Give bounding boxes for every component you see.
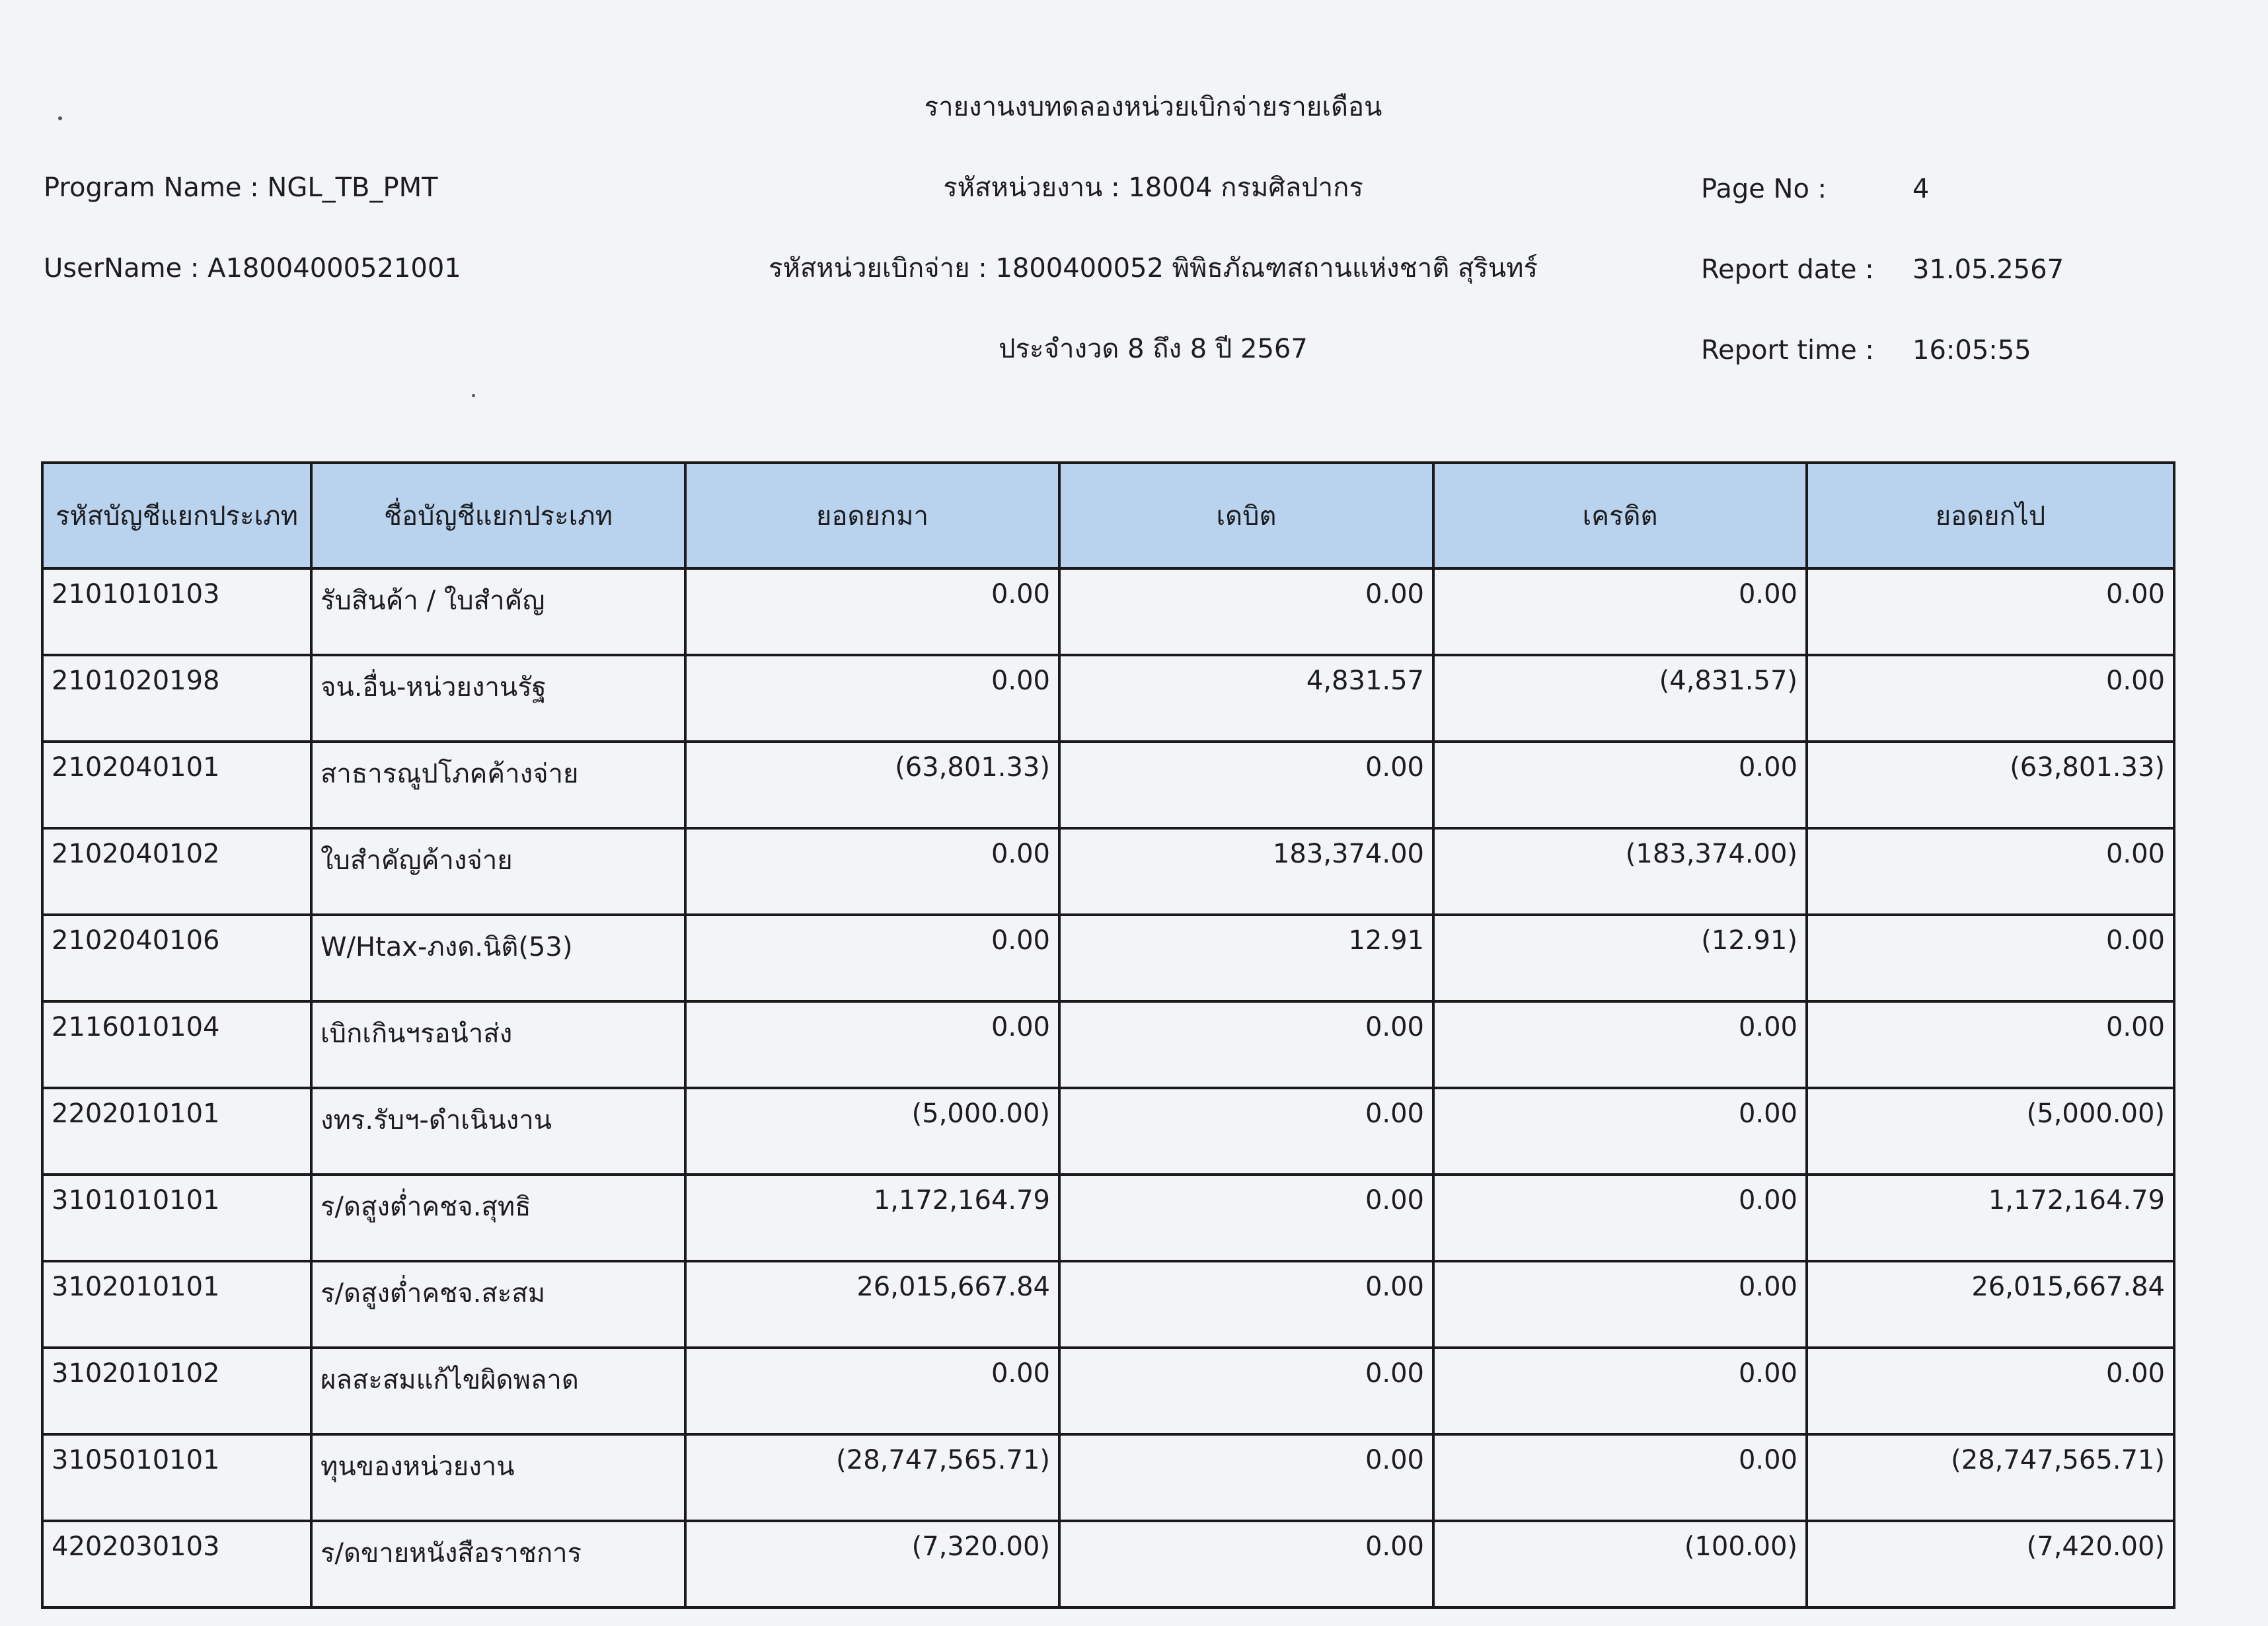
debit-cell: 0.00	[1059, 742, 1433, 828]
opening-balance-cell: (63,801.33)	[685, 742, 1059, 828]
header-account-code: รหัสบัญชีแยกประเภท	[42, 463, 311, 568]
credit-cell: (4,831.57)	[1433, 655, 1807, 742]
table-row	[42, 1088, 2174, 1175]
account-name-cell: ร/ดขายหนังสือราชการ	[311, 1521, 685, 1607]
credit-cell: 0.00	[1433, 1175, 1807, 1261]
header-account-name: ชื่อบัญชีแยกประเภท	[311, 463, 685, 568]
table-row	[42, 1348, 2174, 1434]
account-code-cell: 4202030103	[42, 1521, 311, 1607]
username-label: UserName :	[44, 253, 200, 284]
table-row	[42, 655, 2174, 742]
table-row	[42, 568, 2174, 655]
account-code-cell: 2202010101	[42, 1088, 311, 1175]
report-date-label: Report date :	[1701, 254, 1874, 285]
credit-cell: (100.00)	[1433, 1521, 1807, 1607]
program-name-row	[44, 174, 438, 201]
page-no-value: 4	[1912, 174, 1930, 204]
credit-cell: 0.00	[1433, 1261, 1807, 1348]
debit-cell: 4,831.57	[1059, 655, 1433, 742]
opening-balance-cell: 26,015,667.84	[685, 1261, 1059, 1348]
opening-balance-cell: (7,320.00)	[685, 1521, 1059, 1607]
agency-row	[943, 174, 1363, 201]
debit-cell: 0.00	[1059, 568, 1433, 655]
account-code-cell: 2101010103	[42, 568, 311, 655]
opening-balance-cell: 0.00	[685, 1001, 1059, 1088]
program-name-value: NGL_TB_PMT	[267, 173, 438, 203]
disbursing-unit-value: 1800400052 พิพิธภัณฑสถานแห่งชาติ สุรินทร์	[995, 253, 1538, 284]
opening-balance-cell: 0.00	[685, 655, 1059, 742]
agency-label: รหัสหน่วยงาน :	[943, 173, 1120, 203]
username-value: A18004000521001	[208, 253, 461, 284]
closing-balance-cell: 0.00	[1807, 568, 2174, 655]
account-name-cell: งทร.รับฯ-ดำเนินงาน	[311, 1088, 685, 1175]
opening-balance-cell: (5,000.00)	[685, 1088, 1059, 1175]
account-code-cell: 3102010101	[42, 1261, 311, 1348]
account-code-cell: 3105010101	[42, 1434, 311, 1521]
agency-value: 18004 กรมศิลปากร	[1128, 173, 1363, 203]
account-name-cell: รับสินค้า / ใบสำคัญ	[311, 568, 685, 655]
header-credit: เครดิต	[1433, 463, 1807, 568]
debit-cell: 0.00	[1059, 1434, 1433, 1521]
account-name-cell: เบิกเกินฯรอนำส่ง	[311, 1001, 685, 1088]
debit-cell: 0.00	[1059, 1521, 1433, 1607]
table-header-row	[42, 463, 2174, 568]
account-code-cell: 2102040106	[42, 915, 311, 1001]
closing-balance-cell: 0.00	[1807, 655, 2174, 742]
table-row	[42, 915, 2174, 1001]
report-time-value: 16:05:55	[1912, 335, 2031, 366]
account-name-cell: ผลสะสมแก้ไขผิดพลาด	[311, 1348, 685, 1434]
account-name-cell: W/Htax-ภงด.นิติ(53)	[311, 915, 685, 1001]
account-name-cell: ใบสำคัญค้างจ่าย	[311, 828, 685, 915]
closing-balance-cell: 26,015,667.84	[1807, 1261, 2174, 1348]
table-row	[42, 1175, 2174, 1261]
debit-cell: 0.00	[1059, 1348, 1433, 1434]
username-row	[44, 255, 461, 282]
trial-balance-table-wrap	[41, 461, 2173, 1609]
table-row	[42, 742, 2174, 828]
account-code-cell: 3102010102	[42, 1348, 311, 1434]
table-row	[42, 1521, 2174, 1607]
table-row	[42, 1001, 2174, 1088]
closing-balance-cell: 1,172,164.79	[1807, 1175, 2174, 1261]
disbursing-unit-label: รหัสหน่วยเบิกจ่าย :	[769, 253, 987, 284]
opening-balance-cell: 0.00	[685, 828, 1059, 915]
debit-cell: 12.91	[1059, 915, 1433, 1001]
closing-balance-cell: (63,801.33)	[1807, 742, 2174, 828]
page-no-label: Page No :	[1701, 174, 1827, 204]
account-code-cell: 2102040101	[42, 742, 311, 828]
credit-cell: 0.00	[1433, 1088, 1807, 1175]
credit-cell: 0.00	[1433, 1434, 1807, 1521]
report-date-value: 31.05.2567	[1912, 254, 2064, 285]
header-closing-balance: ยอดยกไป	[1807, 463, 2174, 568]
scan-speck	[58, 116, 62, 120]
account-name-cell: ทุนของหน่วยงาน	[311, 1434, 685, 1521]
account-name-cell: สาธารณูปโภคค้างจ่าย	[311, 742, 685, 828]
opening-balance-cell: (28,747,565.71)	[685, 1434, 1059, 1521]
table-row	[42, 1434, 2174, 1521]
closing-balance-cell: (28,747,565.71)	[1807, 1434, 2174, 1521]
credit-cell: (183,374.00)	[1433, 828, 1807, 915]
account-code-cell: 2102040102	[42, 828, 311, 915]
opening-balance-cell: 0.00	[685, 568, 1059, 655]
opening-balance-cell: 0.00	[685, 1348, 1059, 1434]
debit-cell: 183,374.00	[1059, 828, 1433, 915]
opening-balance-cell: 0.00	[685, 915, 1059, 1001]
account-name-cell: ร/ดสูงต่ำคชจ.สะสม	[311, 1261, 685, 1348]
program-name-label: Program Name :	[44, 173, 259, 203]
trial-balance-table	[41, 461, 2175, 1609]
debit-cell: 0.00	[1059, 1001, 1433, 1088]
credit-cell: 0.00	[1433, 568, 1807, 655]
credit-cell: 0.00	[1433, 1001, 1807, 1088]
report-title: รายงานงบทดลองหน่วยเบิกจ่ายรายเดือน	[924, 92, 1382, 122]
disbursing-unit-row	[769, 255, 1538, 282]
opening-balance-cell: 1,172,164.79	[685, 1175, 1059, 1261]
period-text: ประจำงวด 8 ถึง 8 ปี 2567	[999, 334, 1308, 364]
closing-balance-cell: 0.00	[1807, 1001, 2174, 1088]
account-code-cell: 2101020198	[42, 655, 311, 742]
table-row	[42, 828, 2174, 915]
header-opening-balance: ยอดยกมา	[685, 463, 1059, 568]
credit-cell: 0.00	[1433, 742, 1807, 828]
account-name-cell: ร/ดสูงต่ำคชจ.สุทธิ	[311, 1175, 685, 1261]
closing-balance-cell: 0.00	[1807, 915, 2174, 1001]
closing-balance-cell: 0.00	[1807, 828, 2174, 915]
debit-cell: 0.00	[1059, 1261, 1433, 1348]
account-code-cell: 3101010101	[42, 1175, 311, 1261]
closing-balance-cell: (5,000.00)	[1807, 1088, 2174, 1175]
debit-cell: 0.00	[1059, 1175, 1433, 1261]
header-debit: เดบิต	[1059, 463, 1433, 568]
table-row	[42, 1261, 2174, 1348]
credit-cell: (12.91)	[1433, 915, 1807, 1001]
closing-balance-cell: 0.00	[1807, 1348, 2174, 1434]
scan-speck	[472, 394, 475, 397]
credit-cell: 0.00	[1433, 1348, 1807, 1434]
account-name-cell: จน.อื่น-หน่วยงานรัฐ	[311, 655, 685, 742]
debit-cell: 0.00	[1059, 1088, 1433, 1175]
account-code-cell: 2116010104	[42, 1001, 311, 1088]
closing-balance-cell: (7,420.00)	[1807, 1521, 2174, 1607]
report-time-label: Report time :	[1701, 335, 1874, 366]
